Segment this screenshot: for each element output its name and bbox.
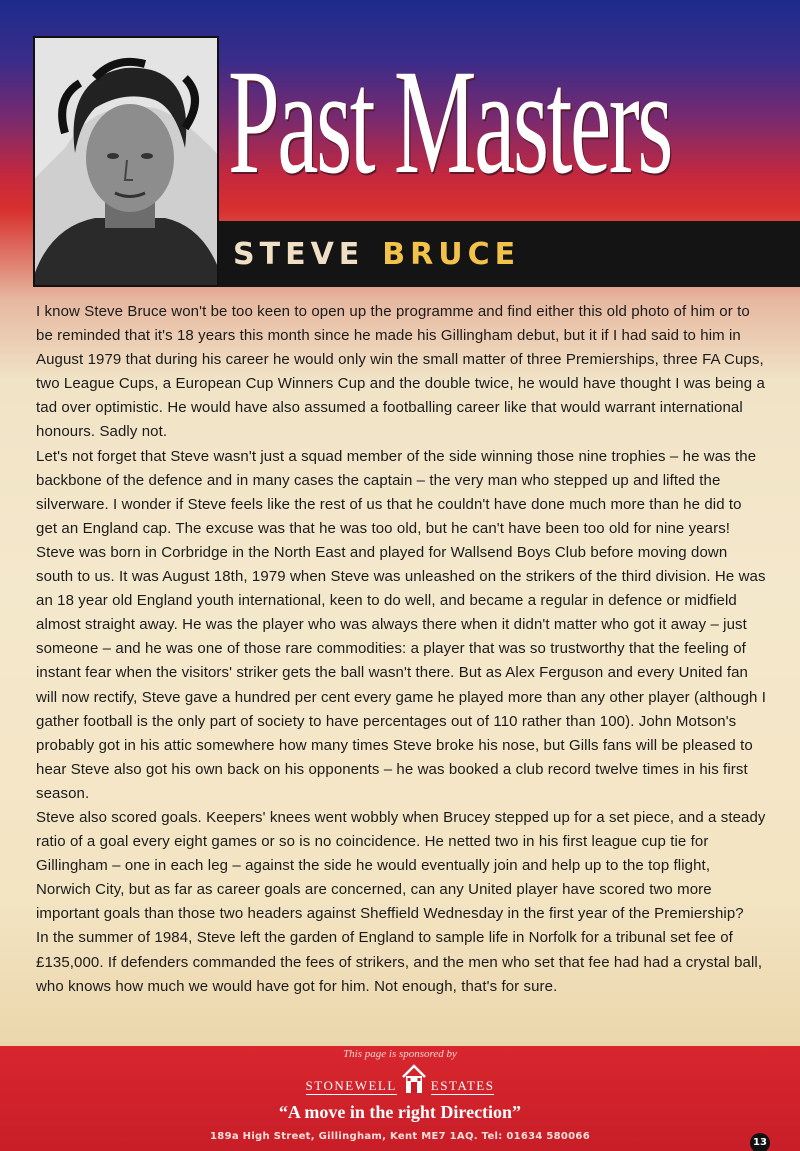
logo-word-left: STONEWELL — [305, 1078, 397, 1093]
logo-word-right: ESTATES — [430, 1078, 495, 1093]
house-icon — [401, 1063, 427, 1095]
sponsor-footer — [0, 1046, 800, 1151]
article-paragraph: I know Steve Bruce won't be too keen to open up the programme and find either this old photo of him or to be reminded that it's 18 years this month since he made his Gillingham debut, but it if I had said to him in August 1979 that during his career he would only win the small matter of three Premierships, three FA Cups, two League Cups, a European Cup Winners Cup and the double twice, he would have thought I was being a tad over optimistic. He would have also assumed a footballing career like that would warrant international honours. Sadly not. — [36, 303, 765, 441]
article-paragraph: Steve was born in Corbridge in the North East and played for Wallsend Boys Club before moving down south to us. It was August 18th, 1979 when Steve was unleashed on the strikers of the third division. He was an 18 year old England youth international, keen to do well, and became a regular in defence or midfield almost straight away. He was the player who was always there when it didn't matter who got it away – just someone – and he was one of those rare commodities: a player that was so trustworthy that the feeling of instant fear when the visitors' striker gets the ball wasn't there. But as Alex Ferguson and every United fan will now rectify, Steve gave a hundred per cent every game he played more than any other player (although I gather football is the only part of society to have percentages out of 110 rather than 100). John Motson's probably got in his attic somewhere how many times Steve broke his nose, but Gills fans will be pleased to hear Steve also got his own back on his opponents – he was booked a club record twelve times in his first season. — [36, 543, 766, 802]
player-last-name: BRUCE — [382, 236, 521, 272]
player-name-banner — [219, 221, 800, 287]
article-paragraph: Let's not forget that Steve wasn't just a squad member of the side winning those nine trophies – he was the backbone of the defence and in many cases the captain – the very man who stepped up and lifted the silverware. I wonder if Steve feels like the rest of us that he couldn't have done much more than he did to get an England cap. The excuse was that he was too old, but he can't have been too old for nine years! — [36, 447, 757, 537]
sponsor-logo — [300, 1063, 500, 1095]
player-first-name: STEVE — [233, 236, 365, 272]
article-body — [36, 300, 766, 1040]
page-number: 13 — [750, 1133, 770, 1151]
article-paragraph: In the summer of 1984, Steve left the garden of England to sample life in Norfolk for a tribunal set fee of £135,000. If defenders commanded the fees of strikers, and the men who set that fee had had a crystal ball, who knows how much we would have got for him. Not enough, that's for sure. — [36, 929, 763, 995]
article-paragraph: Steve also scored goals. Keepers' knees went wobbly when Brucey stepped up for a set piece, and a steady ratio of a goal every eight games or so is no coincidence. He netted two in his first league cup tie for Gillingham – one in each leg – against the side he would eventually join and help up to the top flight, Norwich City, but as far as career goals are concerned, can any United player have scored two more important goals than those two headers against Sheffield Wednesday in the first year of the Premiership? — [36, 808, 766, 923]
page-title: Past Masters — [228, 39, 671, 205]
player-photo — [33, 36, 219, 287]
sponsor-tagline: “A move in the right Direction” — [278, 1102, 522, 1122]
sponsor-address: 189a High Street, Gillingham, Kent ME7 1AQ. Tel: 01634 580066 — [210, 1131, 590, 1142]
sponsor-note: This page is sponsored by — [343, 1048, 457, 1060]
